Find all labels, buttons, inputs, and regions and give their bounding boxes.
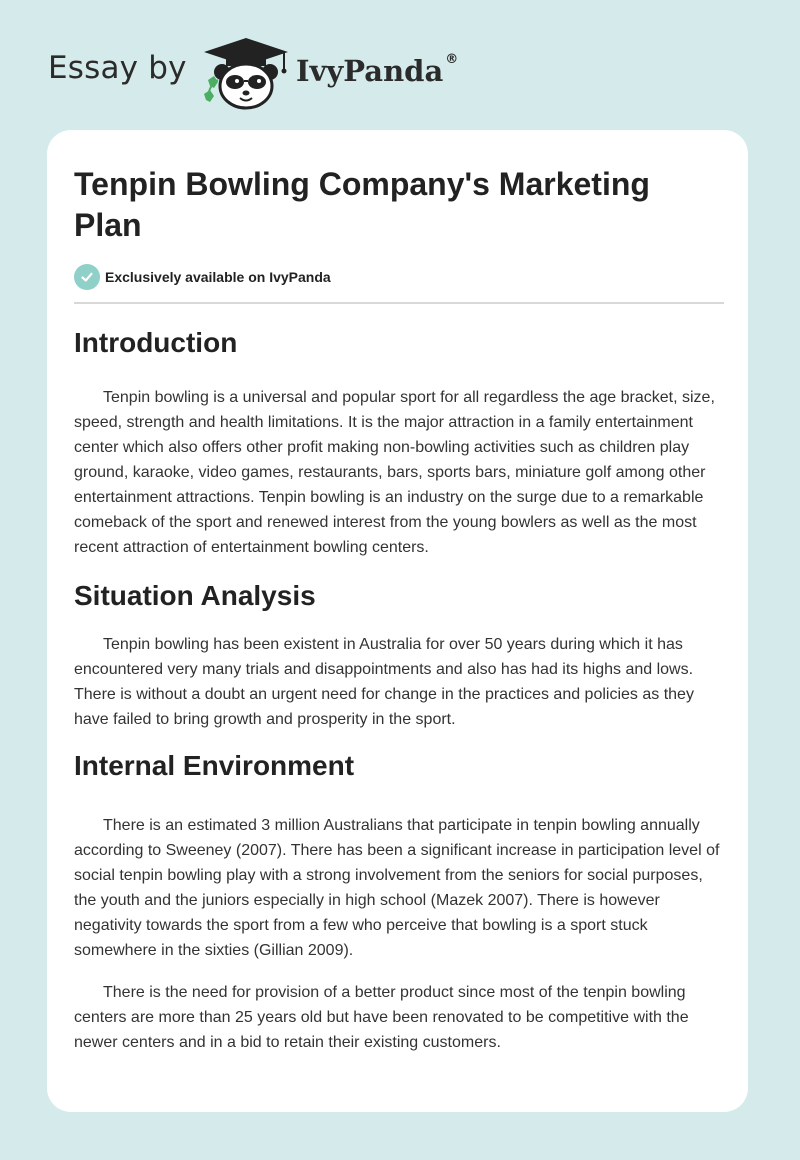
essay-title: Tenpin Bowling Company's Marketing Plan (74, 166, 650, 243)
section-heading-situation-analysis: Situation Analysis (74, 580, 316, 611)
paragraph-situation-analysis: Tenpin bowling has been existent in Australia for over 50 years during which it has encountered very many trials and disappointments and also has had its highs and lows. There is without a doubt an urgent need for change in the practices and policies as they have failed to bring growth and prosperity in the sport. (74, 636, 694, 728)
ivypanda-logo-icon[interactable] (200, 36, 292, 112)
essay-by-label: Essay by (48, 50, 187, 86)
paragraph-internal-environment-2: There is the need for provision of a better product since most of the tenpin bowling centers are more than 25 years old but have been renovated to be competitive with the newer centers and in a bid to retain their existing customers. (74, 984, 689, 1051)
essay-card (47, 130, 748, 1112)
exclusive-badge-label: Exclusively available on IvyPanda (105, 269, 331, 285)
paragraph-internal-environment-1: There is an estimated 3 million Australians that participate in tenpin bowling annually according to Sweeney (2007). There has been a significant increase in participation level of social tenpin bowling play with a strong involvement from the seniors for social purposes, the youth and the juniors especially in high school (Mazek 2007). There is however negativity towards the sport from a few who perceive that bowling is a sport stuck somewhere in the sixties (Gillian 2009). (74, 817, 720, 959)
title-divider (74, 302, 724, 304)
check-icon (74, 264, 100, 290)
registered-mark: ® (445, 52, 459, 67)
essay-content (74, 164, 724, 1055)
brand-name-text: IvyPanda (296, 54, 444, 88)
site-header (48, 36, 548, 112)
section-heading-internal-environment: Internal Environment (74, 750, 355, 781)
paragraph-introduction: Tenpin bowling is a universal and popular sport for all regardless the age bracket, size, speed, strength and health limitations. It is the major attraction in a family entertainment center which also offers other profit making non-bowling activities such as children play ground, karaoke, video games, restaurants, bars, sports bars, miniature golf among other entertainment attractions. Tenpin bowling is an industry on the surge due to a remarkable comeback of the sport and renewed interest from the young bowlers as well as the most recent attraction of entertainment bowling centers. (74, 389, 715, 556)
ivypanda-wordmark[interactable] (296, 54, 458, 88)
section-heading-introduction: Introduction (74, 327, 238, 358)
exclusive-badge (74, 263, 724, 291)
